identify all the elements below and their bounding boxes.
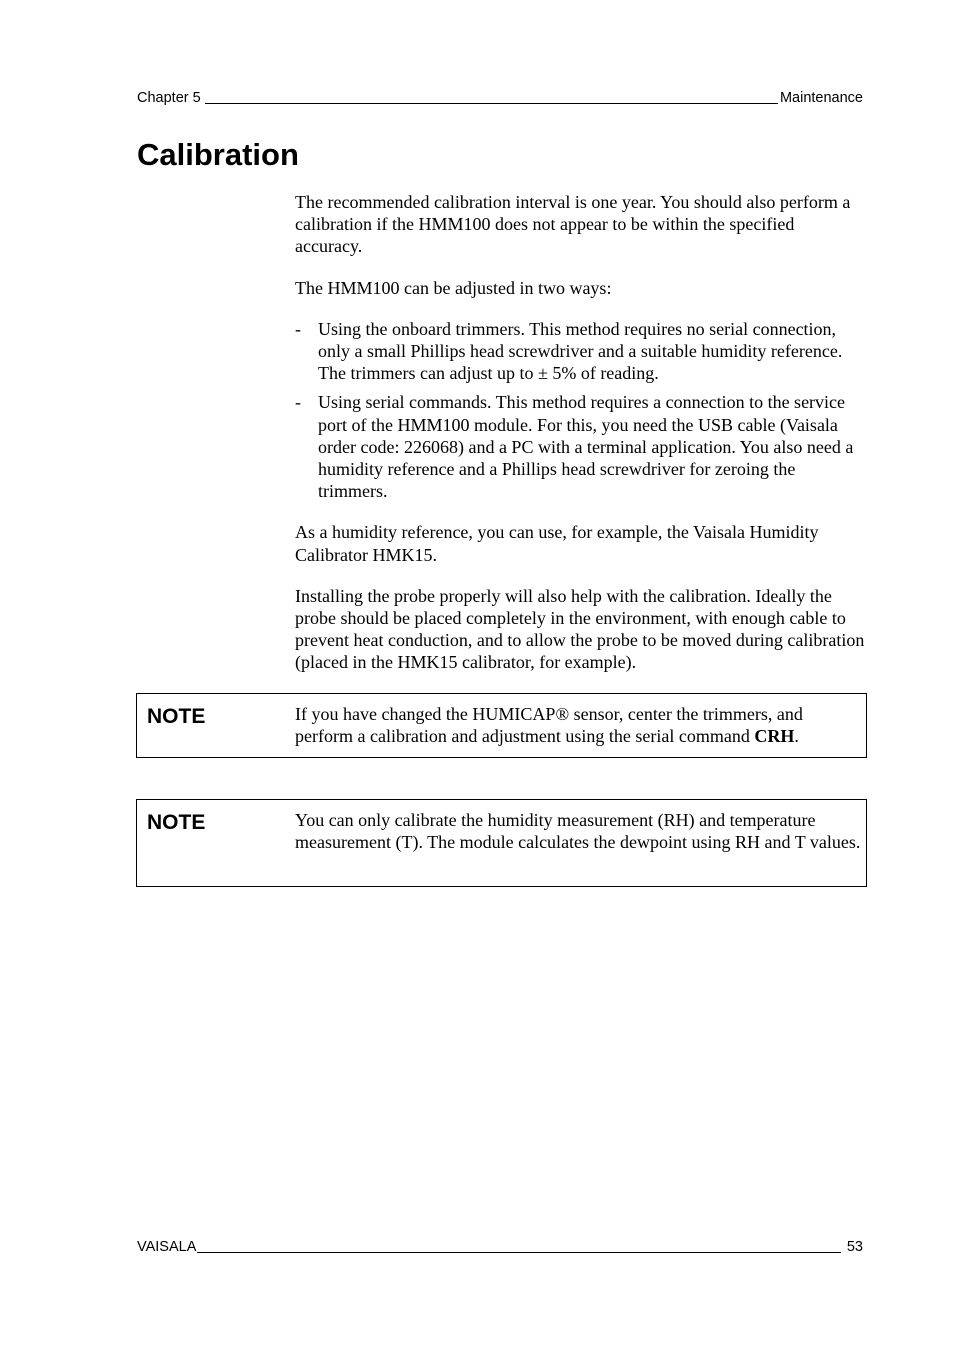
list-item bbox=[295, 391, 865, 502]
note-label: NOTE bbox=[147, 705, 206, 728]
page-number: 53 bbox=[846, 1239, 863, 1255]
humidity-reference-paragraph: As a humidity reference, you can use, for example, the Vaisala Humidity Calibrator HMK15. bbox=[295, 522, 819, 565]
list-dash: - bbox=[295, 392, 301, 413]
page-title: Calibration bbox=[137, 137, 299, 172]
adjust-methods-list bbox=[295, 318, 865, 503]
list-item-text: Using serial commands. This method requires a connection to the service port of the HMM100 module. For this, you need the USB cable (Vaisala order code: 226068) and a PC with a terminal application. You also need a humidity reference and a Phillips head screwdriver for zeroing the trimmers. bbox=[318, 392, 854, 502]
note-text-start: If you have changed the HUMICAP® sensor, center the trimmers, and perform a calibration and adjustment using the serial command bbox=[295, 704, 803, 747]
note-label: NOTE bbox=[147, 811, 206, 834]
page-footer bbox=[137, 1239, 863, 1256]
company-name: VAISALA bbox=[137, 1239, 197, 1255]
serial-command: CRH bbox=[754, 726, 795, 747]
adjust-methods-paragraph: The HMM100 can be adjusted in two ways: bbox=[295, 277, 612, 298]
list-item bbox=[295, 318, 865, 385]
list-dash: - bbox=[295, 318, 301, 339]
section-label: Maintenance bbox=[779, 90, 863, 106]
intro-paragraph: The recommended calibration interval is one year. You should also perform a calibration if the HMM100 does not appear to be within the specified accuracy. bbox=[295, 192, 851, 257]
list-item-text: Using the onboard trimmers. This method requires no serial connection, only a small Phillips head screwdriver and a suitable humidity reference. The trimmers can adjust up to ± 5% of reading. bbox=[318, 318, 843, 384]
footer-rule bbox=[197, 1252, 840, 1253]
chapter-label: Chapter 5 bbox=[137, 90, 201, 106]
body-text bbox=[295, 191, 865, 693]
note-text-end: . bbox=[794, 726, 799, 747]
note-text bbox=[295, 703, 861, 747]
page-header bbox=[137, 90, 863, 107]
note-box bbox=[136, 799, 867, 887]
note-box bbox=[136, 693, 867, 758]
header-rule bbox=[205, 103, 778, 104]
probe-installation-paragraph: Installing the probe properly will also help with the calibration. Ideally the probe should be placed completely in the environment, with enough cable to prevent heat conduction, and to allow the probe to be moved during calibration (placed in the HMK15 calibrator, for example). bbox=[295, 585, 865, 673]
note-text: You can only calibrate the humidity measurement (RH) and temperature measurement (T). The module calculates the dewpoint using RH and T values. bbox=[295, 810, 861, 853]
